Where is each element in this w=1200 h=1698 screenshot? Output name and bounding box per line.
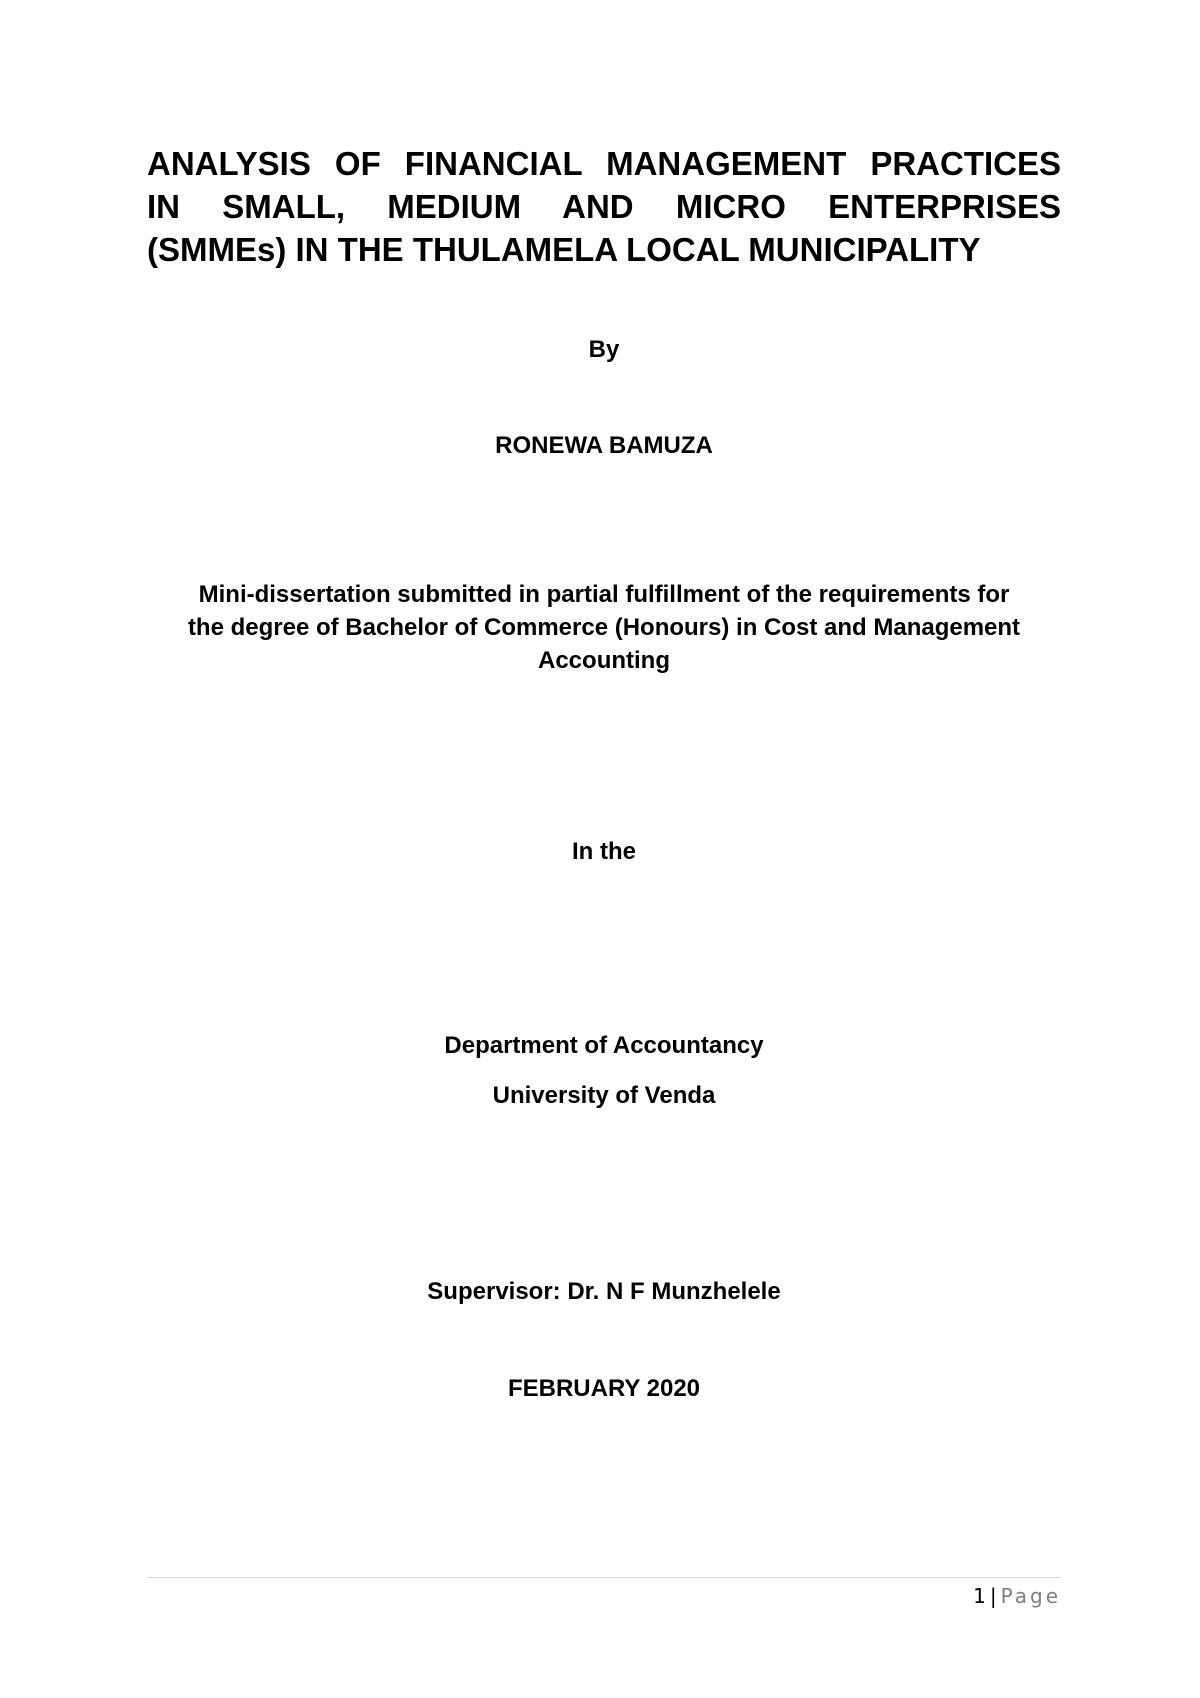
title-line-1: ANALYSIS OF FINANCIAL MANAGEMENT PRACTICES xyxy=(147,145,1061,182)
document-title xyxy=(147,142,1061,271)
department-name: Department of Accountancy xyxy=(444,1032,764,1059)
by-label: By xyxy=(588,336,620,363)
author-name: RONEWA BAMUZA xyxy=(495,432,713,459)
footer-separator: | xyxy=(989,1584,997,1608)
page-footer xyxy=(147,1584,1061,1608)
submission-line-2: the degree of Bachelor of Commerce (Honours) in Cost and Management xyxy=(187,614,1021,641)
title-line-3: (SMMEs) IN THE THULAMELA LOCAL MUNICIPALITY xyxy=(147,231,981,268)
submission-date: FEBRUARY 2020 xyxy=(507,1375,701,1402)
in-the-label: In the xyxy=(572,838,636,865)
page-number: 1 xyxy=(973,1584,986,1608)
title-line-2: IN SMALL, MEDIUM AND MICRO ENTERPRISES xyxy=(147,188,1061,225)
university-name: University of Venda xyxy=(492,1082,716,1109)
submission-line-1: Mini-dissertation submitted in partial fulfillment of the requirements for xyxy=(198,581,1010,608)
page-label: Page xyxy=(1000,1584,1061,1608)
footer-divider xyxy=(147,1577,1061,1578)
submission-line-3: Accounting xyxy=(538,647,670,674)
submission-statement xyxy=(147,578,1061,677)
supervisor-line: Supervisor: Dr. N F Munzhelele xyxy=(427,1278,781,1305)
